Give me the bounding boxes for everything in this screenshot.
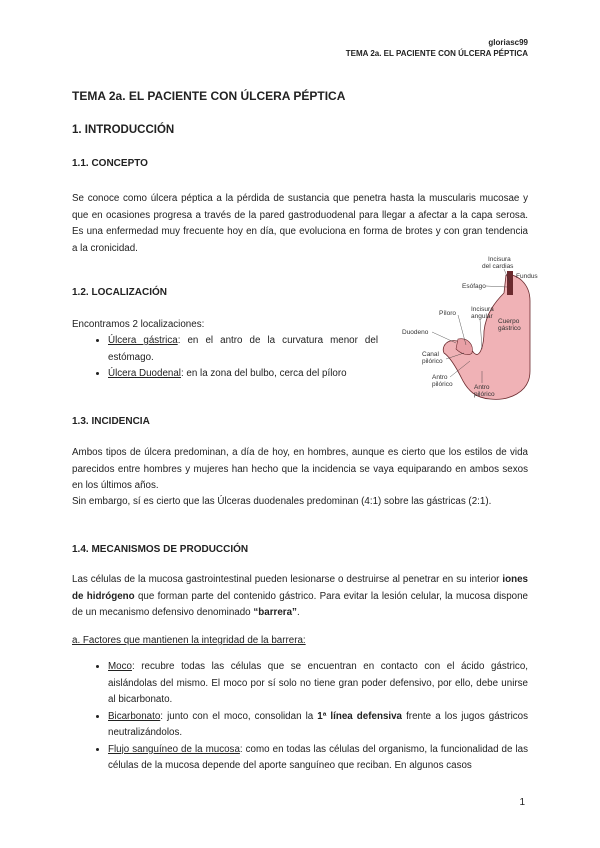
list-item-term: Bicarbonato [108,710,161,722]
section-1-3-heading: 1.3. INCIDENCIA [72,416,150,427]
list-item-text: : junto con el moco, consolidan la [160,710,318,722]
list-item-text: frente a los jugos gástricos neutralizándolos. [108,710,528,738]
list-item-text: : en el antro de la curvatura menor del estómago. [108,335,378,363]
label-antro-b-2: pilórico [474,391,495,398]
mechanisms-text-a: Las células de la mucosa gastrointestinal pueden lesionarse o destruirse al penetrar en su interior [72,574,500,585]
section-1-2-heading: 1.2. LOCALIZACIÓN [72,287,168,298]
page-number: 1 [519,797,525,808]
concept-paragraph: Se conoce como úlcera péptica a la pérdida de sustancia que penetra hasta la muscularis mucosae y que en ocasiones progresa a través de la pared gastroduodenal para llegar a afectar a la capa serosa. Es una enfermedad muy frecuente hoy en día, que evoluciona en forma de brotes y con gran tendencia a la cronicidad. [72,193,528,254]
list-item [108,366,378,383]
label-incisura-angular-2: angular [471,313,493,320]
list-item [108,709,528,742]
stomach-diagram [398,253,538,403]
label-fundus: Fundus [516,273,538,280]
mechanisms-paragraph [72,572,528,622]
label-cardias: del cardias [482,263,514,270]
mechanisms-text-b: que forman parte del contenido gástrico. Para evitar la lesión celular, la mucosa dispone de un mecanismo defensivo denominado [72,590,528,618]
label-antro-b-1: Antro [474,384,490,391]
list-item [108,659,528,709]
label-incisura-angular-1: Incisura [471,306,494,313]
list-item-term: Úlcera gástrica [108,335,178,346]
document-title: TEMA 2a. EL PACIENTE CON ÚLCERA PÉPTICA [72,89,346,103]
list-item-term: Moco [108,661,132,672]
label-cuerpo-1: Cuerpo [498,318,520,325]
list-item-term: Úlcera Duodenal [108,368,181,379]
list-item-term: Flujo sanguíneo de la mucosa [108,743,240,755]
label-cuerpo-2: gástrico [498,325,521,332]
mechanisms-text-c: . [296,607,300,618]
list-item-text: : recubre todas las células que se encuentran en contacto con el ácido gástrico, aislándolas del mismo. El moco por sí solo no tiene gran poder defensivo, por ello, debe unirse al bicarbonato. [108,661,528,705]
localization-intro: Encontramos 2 localizaciones: [72,319,205,330]
label-antro-1: Antro [432,374,448,381]
localization-list [90,333,378,383]
label-duodeno: Duodeno [402,329,429,336]
factors-list [90,659,528,775]
list-item-text: : como en todas las células del organismo, la funcionalidad de las células de la mucosa depende del aporte sanguíneo que reciban. En algunos casos [108,743,528,771]
factors-subheading: a. Factores que mantienen la integridad de la barrera: [72,635,306,646]
section-1-heading: 1. INTRODUCCIÓN [72,124,175,136]
list-item-text: : en la zona del bulbo, cerca del píloro [180,368,347,379]
header-subtitle: TEMA 2a. EL PACIENTE CON ÚLCERA PÉPTICA [345,49,528,58]
list-item [108,742,528,775]
label-antro-2: pilórico [432,381,453,388]
mechanisms-bold-ions: iones de hidrógeno [72,574,528,602]
section-1-1-heading: 1.1. CONCEPTO [72,158,148,169]
stomach-body-shape [443,275,530,400]
incidence-paragraph-1: Ambos tipos de úlcera predominan, a día de hoy, en hombres, aunque es cierto que los estilos de vida parecidos entre hombres y mujeres han hecho que la incidencia se vaya equiparando en ambos sexos en los últimos años. [72,447,528,491]
label-piloro: Píloro [439,310,456,317]
section-1-4-heading: 1.4. MECANISMOS DE PRODUCCIÓN [72,544,249,555]
mechanisms-bold-barrera: “barrera” [253,607,297,618]
label-incisura: Incisura [488,256,511,263]
list-item-bold: 1ª línea defensiva [317,710,403,722]
label-canal-2: pilórico [422,358,443,365]
list-item [108,333,378,366]
incidence-paragraph-2: Sin embargo, sí es cierto que las Úlceras duodenales predominan (4:1) sobre las gástricas (2:1). [72,496,492,507]
label-canal-1: Canal [422,351,439,358]
header-author: gloriasc99 [488,38,528,47]
label-esofago: Esófago [462,283,486,290]
